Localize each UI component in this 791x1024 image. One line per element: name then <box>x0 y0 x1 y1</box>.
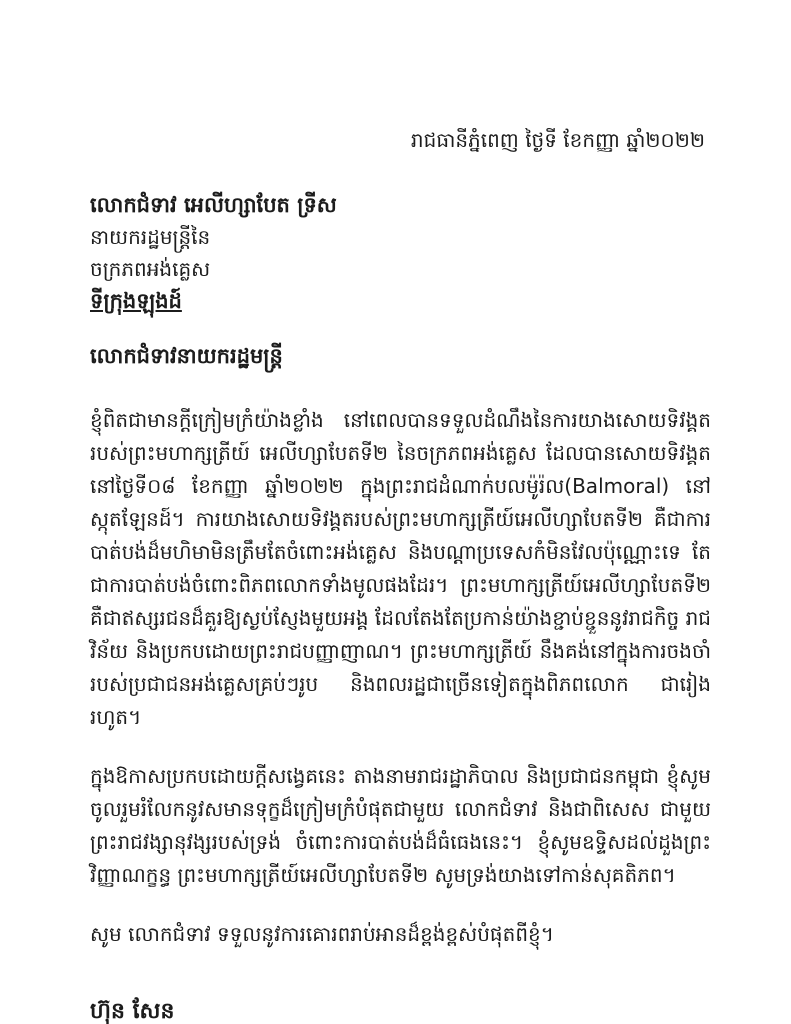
recipient-block <box>90 189 711 317</box>
recipient-country: ចក្រភពអង់គ្លេស <box>90 257 211 281</box>
letter-content <box>90 125 711 1024</box>
letter-salutation: លោកជំទាវនាយករដ្ឋមន្ត្រី <box>90 344 283 368</box>
recipient-name: លោកជំទាវ អេលីហ្សាបែត ទ្រីស <box>90 193 337 217</box>
letter-paragraph-2: ក្នុងឱកាសប្រកបដោយក្ដីសង្វេគនេះ តាងនាមរាជរដ្ឋាភិបាល និងប្រជាជនកម្ពុជា ខ្ញុំសូមចូលរួមរំលែកនូវសមានទុក្ខដ៏ក្រៀមក្រំបំផុតជាមួយ លោកជំទាវ និងជាពិសេស ជាមួយព្រះរាជវង្សានុវង្សរបស់ទ្រង់ ចំពោះការបាត់បង់ដ៏ធំធេងនេះ។ ខ្ញុំសូមឧទ្ទិសដល់ដួងព្រះវិញ្ញាណក្ខន្ធ ព្រះមហាក្សត្រីយ៍អេលីហ្សាបែតទី២ សូមទ្រង់យាងទៅកាន់សុគតិភព។ <box>90 764 711 887</box>
letter-dateline: រាជធានីភ្នំពេញ ថ្ងៃទី ខែកញ្ញា ឆ្នាំ២០២២ <box>410 128 705 152</box>
letter-paragraph-1: ខ្ញុំពិតជាមានក្ដីក្រៀមក្រំយ៉ាងខ្លាំង នៅពេលបានទទួលដំណឹងនៃការយាងសោយទិវង្គតរបស់ព្រះមហាក្សត្រីយ៍ អេលីហ្សាបែតទី២ នៃចក្រភពអង់គ្លេស ដែលបានសោយទិវង្គតនៅថ្ងៃទី០៨ ខែកញ្ញា ឆ្នាំ២០២២ ក្នុងព្រះរាជដំណាក់បលម៉ូរ៉ល(Balmoral) នៅស្កុតឡែនដ៍។ ការយាងសោយទិវង្គតរបស់ព្រះមហាក្សត្រីយ៍អេលីហ្សាបែតទី២ គឺជាការបាត់បង់ដ៏មហិមាមិនត្រឹមតែចំពោះអង់គ្លេស និងបណ្ដាប្រទេសកំមិនវែលប៉ុណ្ណោះទេ តែជាការបាត់បង់ចំពោះពិភពលោកទាំងមូលផងដែរ។ ព្រះមហាក្សត្រីយ៍អេលីហ្សាបែតទី២ គឺជាឥស្សរជនដ៏គួរឱ្យស្ងប់ស្ញែងមួយអង្គ ដែលតែងតែប្រកាន់យ៉ាងខ្ជាប់ខ្ជួននូវរាជកិច្ច រាជវិន័យ និងប្រកបដោយព្រះរាជបញ្ញាញាណ។ ព្រះមហាក្សត្រីយ៍ នឹងគង់នៅក្នុងការចងចាំរបស់ប្រជាជនអង់គ្លេសគ្រប់ៗរូប និងពលរដ្ឋជាច្រើនទៀតក្នុងពិភពលោក ជារៀងរហូត។ <box>90 408 711 729</box>
recipient-city: ទីក្រុងឡុងដ៍ <box>90 289 182 313</box>
signature-name: ហ៊ុន សែន <box>90 999 175 1024</box>
letter-closing: សូម លោកជំទាវ ទទួលនូវការគោរពរាប់អានដ៏ខ្ពង់ខ្ពស់បំផុតពីខ្ញុំ។ <box>90 922 554 946</box>
recipient-title: នាយករដ្ឋមន្ត្រីនៃ <box>90 225 211 249</box>
